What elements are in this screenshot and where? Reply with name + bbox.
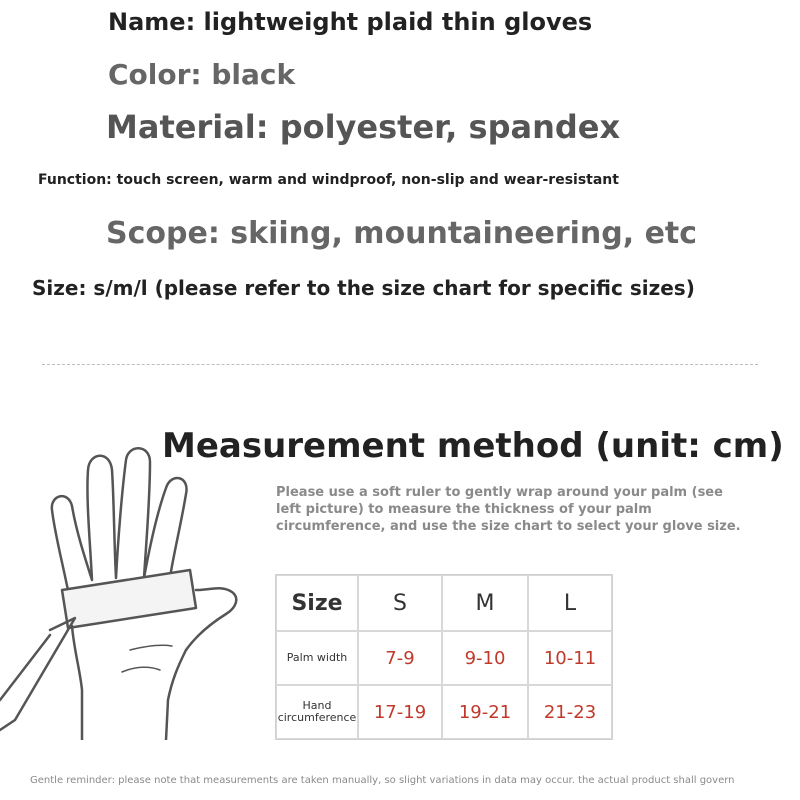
- product-function: Function: touch screen, warm and windproof, non-slip and wear-resistant: [38, 172, 619, 188]
- measurement-instructions: Please use a soft ruler to gently wrap around your palm (see left picture) to measure the thickness of your palm circumference, and use the size chart to select your glove size.: [276, 485, 741, 534]
- table-header-l: L: [528, 575, 612, 631]
- product-material: Material: polyester, spandex: [106, 108, 621, 146]
- hand-measure-icon: [0, 440, 270, 740]
- row-label-hand-circumference: Hand circumference: [276, 685, 358, 739]
- section-divider: [42, 364, 758, 365]
- table-cell: 21-23: [528, 685, 612, 739]
- product-size: Size: s/m/l (please refer to the size chart for specific sizes): [32, 276, 695, 300]
- table-cell: 19-21: [442, 685, 528, 739]
- product-scope: Scope: skiing, mountaineering, etc: [106, 216, 698, 251]
- table-header-s: S: [358, 575, 442, 631]
- measurement-title: Measurement method (unit: cm): [162, 426, 784, 466]
- table-cell: 10-11: [528, 631, 612, 685]
- product-name: Name: lightweight plaid thin gloves: [108, 8, 593, 36]
- row-label-palm-width: Palm width: [276, 631, 358, 685]
- table-cell: 17-19: [358, 685, 442, 739]
- table-cell: 7-9: [358, 631, 442, 685]
- product-color: Color: black: [108, 58, 296, 91]
- size-chart-table: [275, 574, 613, 740]
- table-header-m: M: [442, 575, 528, 631]
- table-header-size: Size: [276, 575, 358, 631]
- table-cell: 9-10: [442, 631, 528, 685]
- gentle-reminder: Gentle reminder: please note that measurements are taken manually, so slight variations in data may occur. the actual product shall govern: [30, 775, 735, 786]
